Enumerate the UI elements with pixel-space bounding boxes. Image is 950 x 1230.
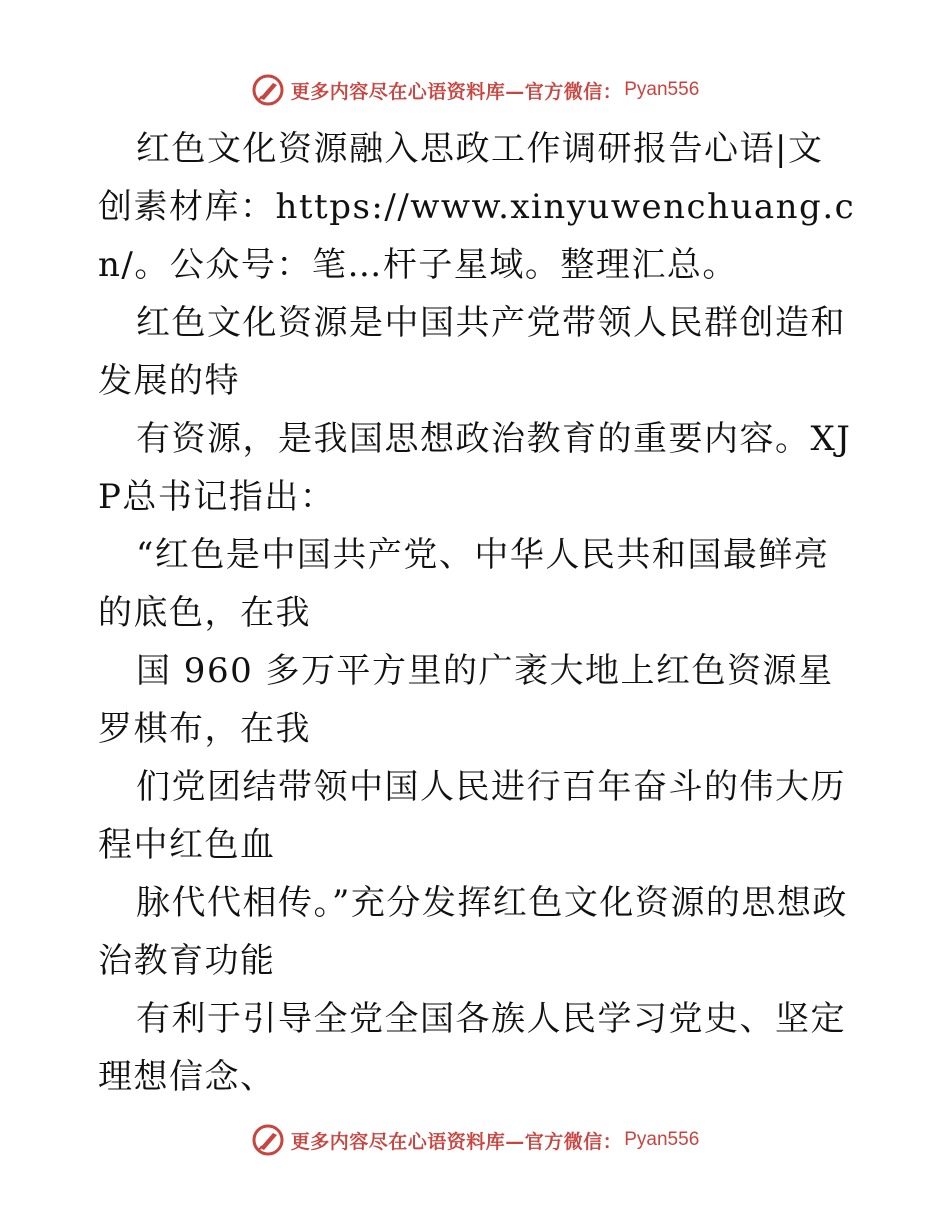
paragraph-6-line-1: 们党团结带领中国人民进行百年奋斗的伟大历程 xyxy=(98,767,846,865)
header-banner-id: Pyan556 xyxy=(624,79,700,100)
paragraph-4-line-1: “红色是中国共产党、中华人民共和国最鲜亮的 xyxy=(98,535,830,633)
paragraph-3-line-1: 有资源，是我国思想政治教育的重要内容。XJP xyxy=(98,419,852,517)
quill-logo-icon xyxy=(251,1123,285,1157)
header-banner-text: 更多内容尽在心语资料库—官方微信： xyxy=(290,80,623,103)
paragraph-8-line-2: 想信念、 xyxy=(133,1057,276,1097)
paragraph-2-line-2: 展的特 xyxy=(133,361,240,401)
paragraph-6-line-2: 中红色血 xyxy=(133,825,276,865)
footer-banner-id: Pyan556 xyxy=(624,1129,700,1150)
paragraph-3 xyxy=(98,410,858,526)
paragraph-1-line-2: 素材库：https://www.xinyuwenchuang.cn/。公众 xyxy=(98,187,856,285)
paragraph-1-line-3: 号：笔…杆子星域。整理汇总。 xyxy=(240,245,738,285)
paragraph-8-line-1: 有利于引导全党全国各族人民学习党史、坚定理 xyxy=(98,999,846,1097)
paragraph-5 xyxy=(98,642,858,758)
header-banner xyxy=(0,70,950,110)
paragraph-4-line-2: 底色，在我 xyxy=(133,593,311,633)
paragraph-7-line-1: 脉代代相传。”充分发挥红色文化资源的思想政 xyxy=(136,883,848,923)
paragraph-3-line-2: 总书记指出： xyxy=(122,477,336,517)
paragraph-2 xyxy=(98,294,858,410)
paragraph-5-line-1: 国 960 多万平方里的广袤大地上红色资源星罗 xyxy=(98,651,834,749)
paragraph-7 xyxy=(98,874,858,990)
paragraph-4 xyxy=(98,526,858,642)
footer-banner-text: 更多内容尽在心语资料库—官方微信： xyxy=(290,1130,623,1153)
paragraph-1 xyxy=(98,120,858,294)
paragraph-1-line-1: 红色文化资源融入思政工作调研报告心语|文创 xyxy=(98,129,824,227)
paragraph-6 xyxy=(98,758,858,874)
paragraph-8 xyxy=(98,990,858,1106)
paragraph-2-line-1: 红色文化资源是中国共产党带领人民群创造和发 xyxy=(98,303,846,401)
quill-logo-icon xyxy=(251,73,285,107)
footer-banner xyxy=(0,1120,950,1160)
document-body xyxy=(98,120,858,1106)
paragraph-7-line-2: 治教育功能 xyxy=(98,941,276,981)
paragraph-5-line-2: 棋布，在我 xyxy=(133,709,311,749)
